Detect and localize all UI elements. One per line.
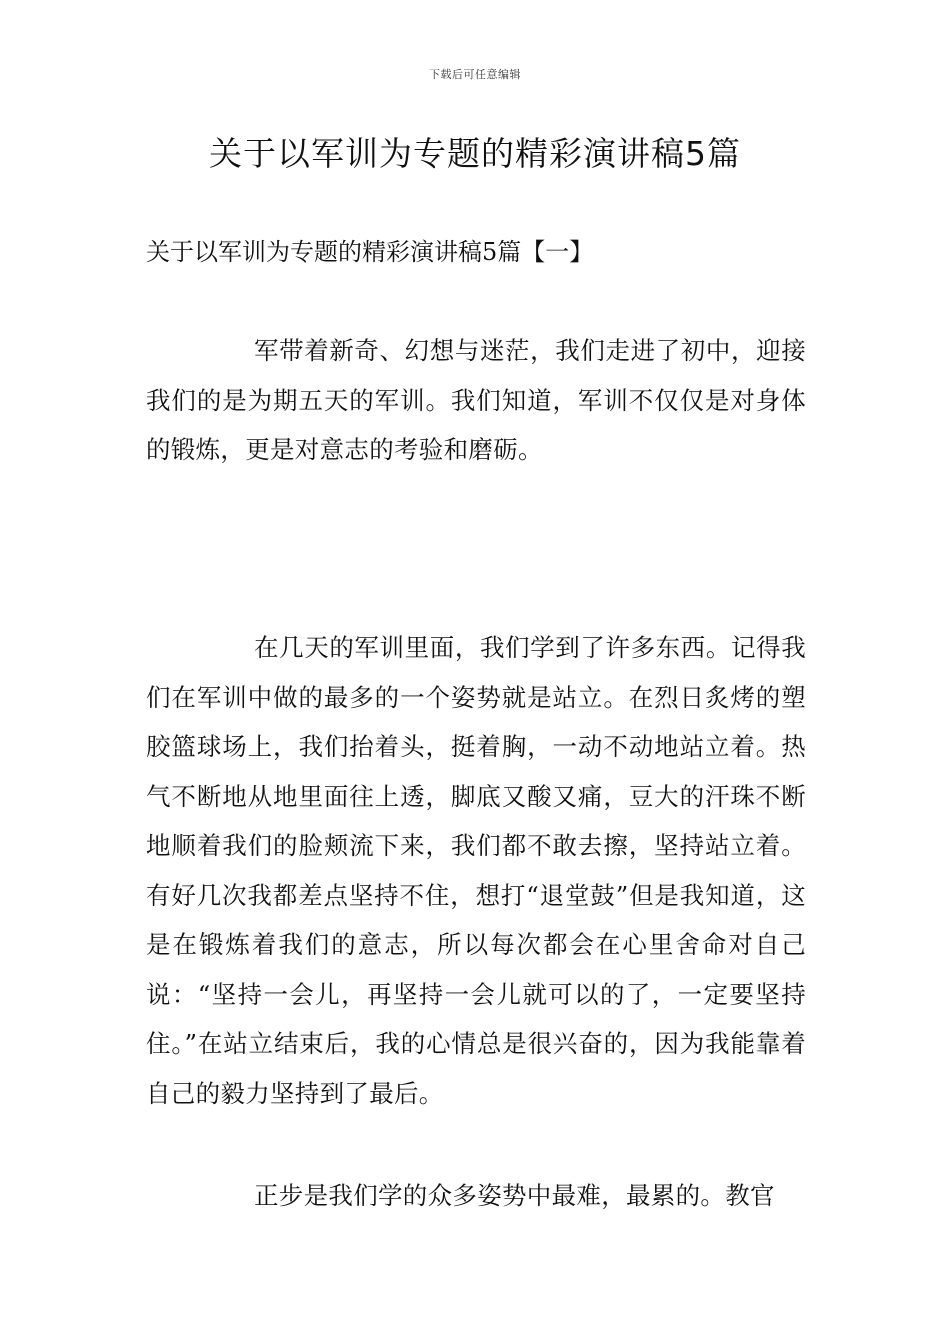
document-title: 关于以军训为专题的精彩演讲稿5篇 bbox=[209, 134, 741, 173]
paragraph-3: 正步是我们学的众多姿势中最难，最累的。教官 bbox=[254, 1181, 775, 1210]
paragraph-2: 在几天的军训里面，我们学到了许多东西。记得我们在军训中做的最多的一个姿势就是站立。在烈日炙烤的塑胶篮球场上，我们抬着头，挺着胸，一动不动地站立着。热气不断地从地里面往上透，脚底又酸又痛，豆大的汗珠不断地顺着我们的脸颊流下来，我们都不敢去擦，坚持站立着。有好几次我都差点坚持不住，想打“退堂鼓”但是我知道，这是在锻炼着我们的意志，所以每次都会在心里舍命对自己说：“坚持一会儿，再坚持一会儿就可以的了，一定要坚持住。”在站立结束后，我的心情总是很兴奋的，因为我能靠着自己的毅力坚持到了最后。 bbox=[146, 633, 806, 1108]
paragraph-1: 军带着新奇、幻想与迷茫，我们走进了初中，迎接我们的是为期五天的军训。我们知道，军训不仅仅是对身体的锻炼，更是对意志的考验和磨砺。 bbox=[146, 336, 806, 464]
header-note: 下载后可任意编辑 bbox=[429, 68, 521, 81]
section-heading: 关于以军训为专题的精彩演讲稿5篇【一】 bbox=[146, 238, 594, 266]
